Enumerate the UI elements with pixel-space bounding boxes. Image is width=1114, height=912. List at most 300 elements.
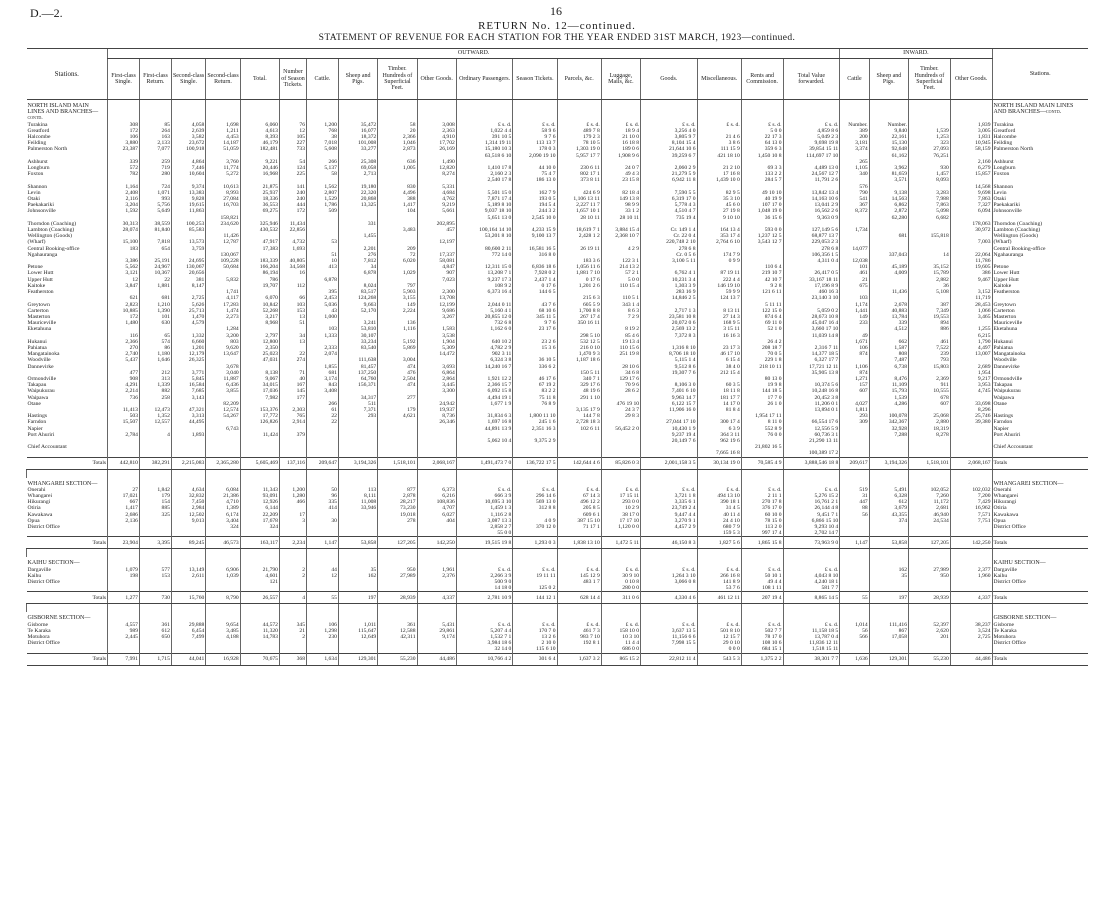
value-cell: £ s. d. 21 4 6 3 8 6 111 15 9 421 18 10 21 2 10 17 16 8 1,439 10 0 82 9 5 35 3 10 45 6 0 27 19 8 9 10 10 164 13 4 353 17 4 2,764 6 10 174 7 9 0 9 9 87 19 11 222 4 4 146 19 10 59 9 9 124 13 7 8 13 11 27 14 3 168 9 5 3 15 11 16 16 3 23 17 3 46 17 10 6 15 4 38 4 0 212 15 4 60 3 5 18 11 8 181 17 7 14 17 0 81 8 4 300 17 4 6 3 9 364 3 11 962 19 6 7,665 16 8 <box>697 122 741 457</box>
section-name-right: KAIHU SECTION— <box>992 557 1088 566</box>
empty-cell <box>909 100 951 122</box>
spacer-cell <box>108 469 140 478</box>
total-cell: 73,963 9 0 <box>783 537 840 549</box>
section-heading-row <box>27 557 1089 566</box>
total-cell: 144 12 1 <box>513 592 557 604</box>
empty-cell <box>307 100 339 122</box>
spacer-cell <box>417 549 456 558</box>
total-cell: 209,647 <box>307 457 339 469</box>
station-list-right: Onerahi Whangarei Hikurangi Otiria Kawakawa Opua District Office <box>992 487 1088 537</box>
empty-cell <box>869 478 908 487</box>
empty-cell <box>108 100 140 122</box>
spacer-cell <box>417 604 456 613</box>
total-cell: 8,790 <box>206 592 240 604</box>
value-cell: £ s. d. 158 10 0 10 3 10 11 4 4 686 0 0 <box>601 622 640 654</box>
empty-cell <box>108 557 140 566</box>
total-cell: 368 <box>279 653 306 665</box>
value-cell: 162 35 <box>869 567 908 592</box>
spacer-cell <box>909 469 951 478</box>
spacer-cell <box>139 469 171 478</box>
total-cell: 26,557 <box>240 592 279 604</box>
value-cell: 111,416 867 17,058 <box>869 622 908 654</box>
spacer-cell <box>909 549 951 558</box>
spacer-cell <box>557 549 601 558</box>
value-cell: 1,961 2,376 <box>417 567 456 592</box>
empty-cell <box>869 100 908 122</box>
total-cell: 2,365,280 <box>206 457 240 469</box>
column-header: Ordinary Passengers. <box>456 59 513 100</box>
total-cell: 28,939 <box>378 592 417 604</box>
value-cell: £ s. d. 666 3 9 10,695 3 10 1,459 1 3 1,116 2 8 3,087 13 3 2,858 2 7 55 0 0 <box>456 487 513 537</box>
spacer-cell <box>557 604 601 613</box>
column-header: Timber. Hundreds of Superficial Feet. <box>378 59 417 100</box>
total-cell: 28,939 <box>909 592 951 604</box>
totals-row <box>27 457 1089 469</box>
total-cell: 2,001,158 3 5 <box>641 457 698 469</box>
total-cell: 3,395 <box>139 537 171 549</box>
column-header: Total Value forwarded. <box>783 59 840 100</box>
empty-cell <box>378 100 417 122</box>
spacer-cell <box>279 604 306 613</box>
total-cell: 2,068,167 <box>417 457 456 469</box>
total-cell: 7,991 <box>108 653 140 665</box>
total-cell: 197 <box>338 592 377 604</box>
value-cell: £ s. d. 5,207 4 4 1,532 7 1 3,984 18 6 32 14 0 <box>456 622 513 654</box>
totals-label: Totals <box>27 457 108 469</box>
value-cell: £ s. d. 4,859 8 6 5,049 2 3 9,698 19 8 39,854 15 11 114,697 17 10 4,489 13 0 24,567 12 7 11,791 2 6 13,842 13 4 14,163 10 6 13,041 2 9 16,562 2 6 9,363 0 9 127,149 5 6 68,877 13 7 229,053 2 3 278 6 8 106,356 1 5 4,311 0 4 26,417 0 5 33,167 18 11 17,196 8 9 460 16 3 23,140 3 10 5,059 0 2 28,673 10 8 45,047 16 4 3,660 17 10 11,039 14 8 2,316 7 11 14,377 18 5 6,327 17 7 17,721 12 11 35,905 13 8 10,374 5 6 10,248 16 8 20,452 3 8 11,206 0 1 13,894 0 1 66,554 17 6 12,556 5 9 60,736 3 1 21,290 13 11 100,389 17 2 <box>783 122 840 457</box>
total-cell: 8,865 14 5 <box>783 592 840 604</box>
value-cell: £ s. d. 4,043 8 10 4,240 18 1 581 7 7 <box>783 567 840 592</box>
value-cell: 21,790 4,601 121 <box>240 567 279 592</box>
empty-cell <box>950 478 992 487</box>
spacer-cell <box>601 604 640 613</box>
empty-cell <box>279 612 306 621</box>
total-cell: 127,205 <box>378 537 417 549</box>
column-header: Other Goods. <box>417 59 456 100</box>
empty-cell <box>171 557 205 566</box>
column-header: First-class Return. <box>139 59 171 100</box>
totals-label: Totals <box>27 537 108 549</box>
section-data-row <box>27 487 1089 537</box>
total-cell: 55,230 <box>909 653 951 665</box>
value-cell: £ s. d. 502 7 7 78 17 0 108 10 6 684 15 1 <box>741 622 783 654</box>
spacer-cell <box>108 549 140 558</box>
empty-cell <box>417 478 456 487</box>
total-cell: 44,041 <box>171 653 205 665</box>
empty-cell <box>601 612 640 621</box>
empty-cell <box>783 557 840 566</box>
value-cell: £ s. d. 67 14 3 496 12 2 205 8 5 609 6 1 387 15 10 71 17 1 <box>557 487 601 537</box>
total-cell: 16,928 <box>206 653 240 665</box>
value-cell: 58 20 2,366 1,046 2,873 636 1,005 830 4,496 388 1,417 104 3,483 209 72 6,020 1,029 797 5,903 3,155 149 2,224 136 1,116 5,192 5,869 3,004 474 476 2,504 474 277 179 4,621 <box>378 122 417 457</box>
section-data-row <box>27 622 1089 654</box>
station-list-right: Turakina Greatford Halcombe Feilding Palmerston North Ashhurst Longburn Foxton Shannon Levin Otaki Paekakariki Johnsonville Thorndon (Coaching) Lambton (Coaching) Wellington (Goods) (Wharf) Central Booking-office Ngahauranga Petone Lower Hutt Upper Hutt Kaitoke Featherston Greytown Carterton Masterton Mauriceville Eketahuna Hukanui Pahiatua Mangatainoka Woodville Dannevirke Ormondville Takapau Waipukurau Waipawa Otane Hastings Farndon Napier Port Ahuriri Chief Accountant <box>992 122 1088 457</box>
value-cell: 4,634 32,832 7,450 2,984 12,502 9,013 <box>171 487 205 537</box>
empty-cell <box>417 612 456 621</box>
empty-cell <box>378 557 417 566</box>
total-cell: 1,518,101 <box>378 457 417 469</box>
empty-cell <box>307 557 339 566</box>
totals-label-right: Totals <box>992 653 1088 665</box>
value-cell: £ s. d. 501 8 10 12 15 7 29 0 10 0 0 0 <box>697 622 741 654</box>
total-cell: 136,722 17 5 <box>513 457 557 469</box>
spacer-cell <box>992 549 1088 558</box>
spacer-cell <box>557 469 601 478</box>
spacer-cell <box>601 469 640 478</box>
value-cell: £ s. d. 296 14 6 569 13 0 312 8 8 4 0 9 370 12 0 <box>513 487 557 537</box>
spacer-cell <box>840 549 869 558</box>
value-cell: 44,572 11,320 14,783 <box>240 622 279 654</box>
total-cell: 70,675 <box>240 653 279 665</box>
spacer-cell <box>697 604 741 613</box>
value-cell <box>840 567 869 592</box>
column-header: Number of Season Tickets. <box>279 59 306 100</box>
total-cell: 53,858 <box>338 537 377 549</box>
section-heading-row <box>27 100 1089 122</box>
empty-cell <box>338 612 377 621</box>
total-cell: 23,904 <box>108 537 140 549</box>
empty-cell <box>139 100 171 122</box>
value-cell: £ s. d. 3,721 1 8 3,335 6 1 23,749 2 4 9,447 4 4 3,270 9 1 4,457 2 9 <box>641 487 698 537</box>
empty-cell <box>338 557 377 566</box>
spacer-cell <box>783 549 840 558</box>
total-cell: 55 <box>307 592 339 604</box>
total-cell: 3,194,326 <box>338 457 377 469</box>
value-cell: 6,060 4,613 8,393 46,179 182,481 9,221 20,446 16,968 21,875 25,937 18,336 36,553 69,275 325,946 430,532 47,917 17,383 183,339 166,204 86,194 786 19,707 6,070 10,842 52,268 3,217 8,968 2,797 12,800 2,350 25,023 47,031 8,138 9,067 34,015 17,036 7,982 153,376 17,772 126,826 11,424 <box>240 122 279 457</box>
value-cell: 1,079 198 <box>108 567 140 592</box>
spacer-cell <box>783 604 840 613</box>
total-cell: 142,250 <box>417 537 456 549</box>
spacer-cell <box>240 604 279 613</box>
value-cell: 102,032 7,200 7,429 16,962 7,571 7,751 <box>950 487 992 537</box>
spacer-cell <box>909 604 951 613</box>
value-cell: £ s. d. 18 9 4 21 10 0 16 18 8 189 0 6 1,908 9 6 24 0 7 49 4 3 23 15 8 82 18 4 149 13 8 98 9 9 33 1 2 28 10 11 3,884 15 4 2,368 10 7 4 2 9 122 3 1 214 13 2 57 2 1 5 0 0 110 15 4 110 5 1 343 1 4 8 6 3 7 2 9 8 19 2 85 4 6 19 13 4 110 15 6 251 19 8 28 10 6 34 6 8 129 17 6 70 9 6 28 6 2 476 19 10 24 3 7 29 8 3 56,452 2 0 <box>601 122 640 457</box>
column-header: First-class Single. <box>108 59 140 100</box>
spacer-cell <box>338 604 377 613</box>
total-cell: 44,486 <box>950 653 992 665</box>
empty-cell <box>557 478 601 487</box>
value-cell: 1,200 1,280 466 17 3 <box>279 487 306 537</box>
spacer-cell <box>950 469 992 478</box>
total-cell: 3,888,546 18 8 <box>783 457 840 469</box>
total-cell: 543 5 3 <box>697 653 741 665</box>
spacer-cell <box>108 604 140 613</box>
empty-cell <box>513 100 557 122</box>
table-subtitle: STATEMENT OF REVENUE FOR EACH STATION FOR THE YEAR ENDED 31ST MARCH, 1923—continued. <box>318 33 796 43</box>
total-cell: 127,205 <box>909 537 951 549</box>
total-cell: 865 15 2 <box>601 653 640 665</box>
value-cell: £ s. d. 3,256 4 0 3,805 9 7 8,104 15 4 21,644 10 6 39,259 6 7 2,060 2 9 21,279 5 9 6,942 11 8 7,590 5 5 6,319 17 0 5,778 4 3 4,510 4 7 735 19 4 Cr. 149 1 4 Cr. 22 0 4 220,748 2 10 278 6 8 Cr. 0 5 6 3,100 5 11 6,762 4 1 10,231 3 4 1,303 3 9 283 16 9 14,846 2 5 2,717 1 3 23,581 10 8 20,072 0 6 2,569 13 2 7,372 8 3 1,316 8 10 8,706 18 10 5,115 1 4 9,512 8 6 19,307 7 6 8,106 3 0 7,401 6 10 9,963 14 7 6,122 15 7 11,906 16 0 27,044 17 10 10,430 1 9 9,237 19 4 20,149 7 6 <box>641 122 698 457</box>
column-header: Second-class Single. <box>171 59 205 100</box>
value-cell: 3,008 2,363 4,910 17,702 26,169 1,490 12,820 8,274 5,331 4,684 4,762 9,219 5,661 202,895 457 12,197 17,337 58,081 4,847 907 7,023 2,300 13,708 12,199 9,686 3,267 1,583 3,538 1,904 5,309 14,472 3,693 6,864 2,864 3,445 3,300 24,942 19,937 8,736 26,346 <box>417 122 456 457</box>
total-cell: 1,147 <box>307 537 339 549</box>
value-cell: £ s. d. 3,637 13 5 11,156 6 6 7,998 15 5 <box>641 622 698 654</box>
empty-cell <box>909 612 951 621</box>
empty-cell <box>783 478 840 487</box>
total-cell: 207 19 4 <box>741 592 783 604</box>
total-cell: 4 <box>279 592 306 604</box>
total-cell: 70,585 4 9 <box>741 457 783 469</box>
column-header: Goods. <box>641 59 698 100</box>
value-cell: 519 31 447 88 56 <box>840 487 869 537</box>
value-cell: Number. 389 200 3,181 3,374 265 1,105 340 576 790 541 367 8,372 1,734 14,077 12,038 101 461 21 675 103 1,174 1,441 149 233 49 1,671 106 874 1,106 874 1,271 157 607 4,027 1,811 293 309 <box>840 122 869 457</box>
empty-cell <box>240 100 279 122</box>
total-cell: 163,117 <box>240 537 279 549</box>
value-cell: 102,052 7,260 11,172 2,681 46,940 24,534 <box>909 487 951 537</box>
value-cell: £ s. d. 58 9 6 9 7 6 113 13 7 178 0 3 2,090 19 10 44 10 0 75 4 7 186 13 0 162 7 9 193 0 5 194 5 4 244 3 2 2,545 10 0 4,233 15 9 9,100 13 7 16,581 16 5 316 8 0 6,836 18 6 7,928 0 2 2,437 1 4 0 17 6 144 6 5 43 7 6 68 10 6 345 11 5 9 7 6 23 17 6 23 2 6 15 3 6 36 10 5 336 6 2 46 17 6 67 19 2 83 2 2 75 11 8 76 8 9 1,800 11 10 245 1 6 2,351 16 3 9,375 2 9 <box>513 122 557 457</box>
totals-label: Totals <box>27 653 108 665</box>
empty-cell <box>557 557 601 566</box>
value-cell: 1,839 3,005 1,831 10,945 58,159 2,160 6,279 15,857 14,568 9,698 7,863 7,327 6,094 178,063 30,972 7,003 22,064 11,786 19,605 386 9,467 3,152 11,719 28,453 1,066 3,465 1,255 6,215 1,790 4,497 13,007 2,689 1,954 9,217 3,953 4,745 33,698 8,296 25,746 39,380 <box>950 122 992 457</box>
empty-cell <box>206 478 240 487</box>
spacer-cell <box>456 604 513 613</box>
empty-cell <box>108 612 140 621</box>
empty-cell <box>206 612 240 621</box>
total-cell: 129,301 <box>869 653 908 665</box>
value-cell: £ s. d. 170 7 0 13 2 6 2 10 0 115 6 10 <box>513 622 557 654</box>
spacer-cell <box>307 469 339 478</box>
value-cell: £ s. d. 1,022 4 4 391 10 5 1,314 19 11 15,180 10 3 63,518 6 10 1,410 17 8 2,160 2 3 2,540 17 8 5,501 15 0 7,871 17 4 5,189 8 10 9,037 18 10 5,651 13 0 100,164 14 10 53,201 8 10 80,600 2 11 772 14 0 12,311 15 0 13,208 7 1 9,237 17 3 108 9 2 6,373 16 4 2,044 0 11 5,160 4 1 20,855 12 0 732 6 8 1,162 6 0 640 10 2 4,782 2 9 902 3 11 6,324 3 8 14,240 16 7 1,921 12 2 2,366 15 7 6,092 15 8 4,494 19 1 1,677 1 9 31,834 6 3 1,697 16 8 44,891 13 9 5,062 10 4 <box>456 122 513 457</box>
value-cell: 50 96 335 414 30 <box>307 487 339 537</box>
spacer-cell <box>307 604 339 613</box>
total-cell: 142,250 <box>950 537 992 549</box>
empty-cell <box>171 612 205 621</box>
spacer-cell <box>840 604 869 613</box>
total-cell: 442,810 <box>108 457 140 469</box>
total-cell: 1,277 <box>108 592 140 604</box>
empty-cell <box>338 478 377 487</box>
totals-label-right: Totals <box>992 592 1088 604</box>
total-cell: 2,234 <box>279 537 306 549</box>
value-cell: 577 153 <box>139 567 171 592</box>
column-header: Luggage, Mails, &c. <box>601 59 640 100</box>
empty-cell <box>741 478 783 487</box>
empty-cell <box>240 612 279 621</box>
spacer-cell <box>641 604 698 613</box>
spacer-cell <box>307 549 339 558</box>
empty-cell <box>139 557 171 566</box>
value-cell: 5,491 6,328 612 3,679 43,355 374 <box>869 487 908 537</box>
empty-cell <box>869 612 908 621</box>
empty-cell <box>601 100 640 122</box>
value-cell: 6,084 21,386 4,710 1,389 6,174 3,404 324 <box>206 487 240 537</box>
total-cell: 142,644 4 6 <box>557 457 601 469</box>
station-list: Turakina Greatford Halcombe Feilding Palmerston North Ashhurst Longburn Foxton Shannon Levin Otaki Paekakariki Johnsonville Thorndon (Coaching) Lambton (Coaching) Wellington (Goods) (Wharf) Central Booking-office Ngahauranga Petone Lower Hutt Upper Hutt Kaitoke Featherston Greytown Carterton Masterton Mauriceville Eketahuna Hukanui Pahiatua Mangatainoka Woodville Dannevirke Ormondville Takapau Waipukurau Waipawa Otane Hastings Farndon Napier Port Ahuriri Chief Accountant <box>27 121 80 451</box>
return-title: RETURN No. 12—continued. <box>478 20 636 32</box>
spacer-cell <box>27 604 108 613</box>
totals-row <box>27 592 1089 604</box>
totals-label-right: Totals <box>992 457 1088 469</box>
total-cell: 1,375 2 2 <box>741 653 783 665</box>
empty-cell <box>557 612 601 621</box>
empty-cell <box>279 557 306 566</box>
value-cell: £ s. d. 2 11 1 270 17 8 376 17 0 60 10 0 78 15 0 113 2 0 997 17 4 <box>741 487 783 537</box>
spacer-cell <box>513 469 557 478</box>
value-cell: 29,888 6,454 7,499 <box>171 622 205 654</box>
spacer-cell <box>869 604 908 613</box>
value-cell: £ s. d. 494 13 10 390 18 1 31 4 5 40 11 4 24 4 10 680 7 9 159 5 3 <box>697 487 741 537</box>
empty-cell <box>240 478 279 487</box>
value-cell: £ s. d. 17 15 11 293 0 0 10 2 9 38 17 0 17 17 10 1,120 0 0 <box>601 487 640 537</box>
total-cell: 4,337 <box>950 592 992 604</box>
column-header: Other Goods. <box>950 59 992 100</box>
empty-cell <box>139 612 171 621</box>
value-cell: 38,237 3,524 2,725 <box>950 622 992 654</box>
value-cell: 1,011 115,647 12,649 <box>338 622 377 654</box>
spacer-cell <box>741 549 783 558</box>
empty-cell <box>417 100 456 122</box>
totals-label-right: Totals <box>992 537 1088 549</box>
spacer-cell <box>697 469 741 478</box>
spacer-cell <box>741 604 783 613</box>
totals-row <box>27 537 1089 549</box>
column-header: Total. <box>240 59 279 100</box>
empty-cell <box>378 612 417 621</box>
empty-cell <box>513 612 557 621</box>
empty-cell <box>869 557 908 566</box>
column-header: Cattle <box>840 59 869 100</box>
spacer-cell <box>139 604 171 613</box>
spacer-cell <box>279 469 306 478</box>
section-name: NORTH ISLAND MAIN LINES AND BRANCHES—contd. <box>27 103 99 122</box>
empty-cell <box>950 100 992 122</box>
empty-cell <box>307 478 339 487</box>
total-cell: 1,865 15 8 <box>741 537 783 549</box>
empty-cell <box>741 557 783 566</box>
totals-label: Totals <box>27 592 108 604</box>
value-cell: 113 8,111 11,008 33,946 <box>338 487 377 537</box>
total-cell: 89,245 <box>171 537 205 549</box>
empty-cell <box>279 100 306 122</box>
section-name: WHANGAREI SECTION— <box>27 480 98 487</box>
spacer-cell <box>869 469 908 478</box>
total-cell: 2,781 10 9 <box>456 592 513 604</box>
empty-cell <box>557 100 601 122</box>
spacer-cell <box>950 604 992 613</box>
station-list: Dargaville Kaihu District Office <box>27 566 60 586</box>
spacer-row <box>27 604 1089 613</box>
empty-cell <box>741 100 783 122</box>
total-cell: 382,291 <box>139 457 171 469</box>
value-cell: 1,539 1,253 323 27,093 76,251 930 1,457 8,093 3,283 7,988 7,863 5,098 6,682 155,818 14 35,152 15,789 2,882 36 5,108 387 7,349 19,553 894 886 461 7,522 239 793 15,803 2,369 911 10,555 678 607 25,068 2,880 18,319 8,278 <box>909 122 951 457</box>
empty-cell <box>279 478 306 487</box>
spacer-cell <box>206 469 240 478</box>
value-cell: Number. 9,840 22,161 15,130 92,648 61,162 3,962 81,659 3,571 9,138 14,563 6,862 2,872 62,280 681 337,043 45,189 4,009 11,436 2,678 40,883 13,784 339 4,512 662 1,587 808 7,487 6,738 8,476 11,109 15,793 1,539 4,286 100,078 342,367 32,928 7,288 <box>869 122 908 457</box>
total-cell: 46,573 <box>206 537 240 549</box>
total-cell: 129,301 <box>338 653 377 665</box>
total-cell: 2,215,083 <box>171 457 205 469</box>
column-header: Sheep and Pigs. <box>869 59 908 100</box>
total-cell: 10,766 4 2 <box>456 653 513 665</box>
spacer-cell <box>641 549 698 558</box>
value-cell: £ s. d. 5,276 15 2 16,761 2 1 26,144 4 8 9,451 7 1 6,866 15 10 9,293 10 4 2,702 14 7 <box>783 487 840 537</box>
empty-cell <box>783 100 840 122</box>
value-cell: £ s. d. 489 7 8 179 2 3 78 10 5 1,303 19 0 5,957 17 7 230 6 11 802 17 1 373 8 11 424 6 9 1,106 13 11 2,227 11 7 1,657 10 1 28 10 11 18,619 7 1 2,428 1 2 26 19 11 183 3 6 1,056 11 6 1,881 7 10 0 17 6 1,201 2 6 215 6 3 605 5 9 1,700 8 8 267 17 4 350 16 11 298 5 10 532 12 5 216 0 10 1,470 9 3 1,187 18 6 150 5 11 340 7 1 329 17 6 48 19 6 291 1 10 3,135 17 9 144 7 8 2,728 18 3 102 6 11 <box>557 122 601 457</box>
total-cell: 1,637 3 2 <box>557 653 601 665</box>
empty-cell <box>307 612 339 621</box>
total-cell: 85,826 0 3 <box>601 457 640 469</box>
total-cell: 55,230 <box>378 653 417 665</box>
spacer-cell <box>840 469 869 478</box>
empty-cell <box>697 612 741 621</box>
section-heading-row <box>27 612 1089 621</box>
value-cell: 52,397 2,620 201 <box>909 622 951 654</box>
empty-cell <box>641 100 698 122</box>
spacer-cell <box>27 469 108 478</box>
station-list: Onerahi Whangarei Hikurangi Otiria Kawakawa Opua District Office <box>27 486 60 530</box>
spacer-cell <box>171 549 205 558</box>
total-cell: 1,827 5 6 <box>697 537 741 549</box>
revenue-table <box>26 48 1088 666</box>
empty-cell <box>601 557 640 566</box>
value-cell: £ s. d. 266 16 8 141 8 9 53 7 6 <box>697 567 741 592</box>
spacer-row <box>27 469 1089 478</box>
spacer-cell <box>697 549 741 558</box>
total-cell: 1,293 0 3 <box>513 537 557 549</box>
section-data-row <box>27 122 1089 457</box>
stations-right-column-header: Stations. <box>992 49 1088 100</box>
spacer-cell <box>417 469 456 478</box>
value-cell: £ s. d. 30 9 10 0 10 8 280 0 0 <box>601 567 640 592</box>
spacer-cell <box>27 549 108 558</box>
section-data-row <box>27 567 1089 592</box>
empty-cell <box>417 557 456 566</box>
value-cell: 11,343 93,091 12,926 6,144 22,209 17,678 324 <box>240 487 279 537</box>
empty-cell <box>338 100 377 122</box>
total-cell: 197 <box>869 592 908 604</box>
empty-cell <box>840 612 869 621</box>
station-list: Gisborne Te Karaka Motuhora District Office <box>27 621 60 647</box>
empty-cell <box>456 612 513 621</box>
value-cell: £ s. d. 11,158 18 5 13,787 0 4 11,836 12 11 1,518 15 11 <box>783 622 840 654</box>
value-cell: £ s. d. 19 11 11 125 0 2 <box>513 567 557 592</box>
empty-cell <box>950 612 992 621</box>
value-cell: 6,373 6,216 108,836 4,707 6,027 404 <box>417 487 456 537</box>
empty-cell <box>456 478 513 487</box>
total-cell: 55 <box>840 592 869 604</box>
column-header: Season Tickets. <box>513 59 557 100</box>
page-number: 16 <box>550 4 562 18</box>
column-header: Cattle. <box>307 59 339 100</box>
value-cell: 4,058 2,639 3,582 23,672 100,918 4,864 7,446 10,604 9,374 13,383 9,828 19,615 11,863 100,253 85,583 13,573 3,759 24,695 130,067 20,656 381 8,147 2,725 5,626 25,713 1,470 4,579 1,332 6,660 1,201 12,179 26,325 3,771 5,845 16,584 7,685 3,143 47,321 3,313 44,495 1,893 <box>171 122 205 457</box>
empty-cell <box>950 557 992 566</box>
spacer-cell <box>240 549 279 558</box>
total-cell: 461 12 11 <box>697 592 741 604</box>
value-cell: 361 12,588 42,311 <box>378 622 417 654</box>
total-cell: 301 6 4 <box>513 653 557 665</box>
spacer-cell <box>513 604 557 613</box>
total-cell: 730 <box>139 592 171 604</box>
total-cell: 46,150 8 3 <box>641 537 698 549</box>
total-cell: 1,491,473 7 0 <box>456 457 513 469</box>
value-cell: 76 12 105 227 733 54 124 225 141 240 240 444 172 11,434 22,856 4,732 1,693 40,805 34,568 16 112 66 103 153 13 51 34 13 22 274 71 40 167 145 177 2,303 765 2,914 379 <box>279 122 306 457</box>
spacer-cell <box>513 549 557 558</box>
empty-cell <box>840 557 869 566</box>
spacer-cell <box>378 469 417 478</box>
empty-cell <box>697 100 741 122</box>
spacer-cell <box>378 604 417 613</box>
empty-cell <box>697 478 741 487</box>
value-cell: 950 27,989 <box>378 567 417 592</box>
empty-cell <box>456 100 513 122</box>
empty-cell <box>108 478 140 487</box>
value-cell: £ s. d. 461 7 3 983 7 10 192 8 1 <box>557 622 601 654</box>
empty-cell <box>909 478 951 487</box>
total-cell: 4,337 <box>417 592 456 604</box>
value-cell: 5,431 29,861 9,174 <box>417 622 456 654</box>
spacer-cell <box>279 549 306 558</box>
section-name-right: GISBORNE SECTION— <box>992 612 1088 621</box>
